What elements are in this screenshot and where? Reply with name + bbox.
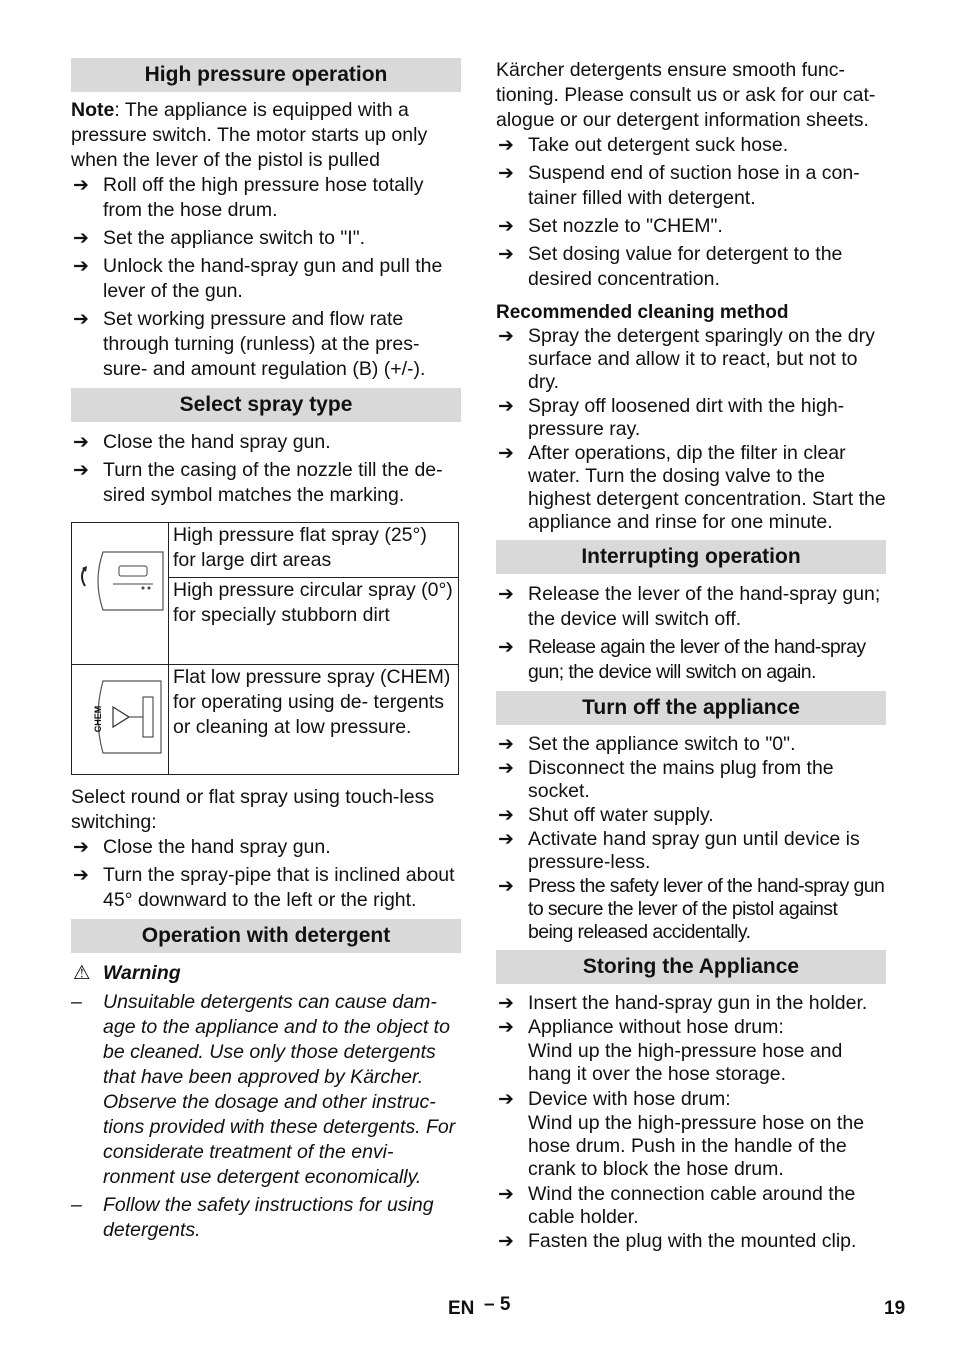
list-item (496, 992, 886, 1015)
list-item (71, 173, 461, 223)
chem-label: CHEM (93, 705, 103, 732)
footer-page-label: – 5 (484, 1294, 511, 1315)
warning-title (71, 961, 461, 986)
detergent-intro: Kärcher detergents ensure smooth func- tioning. Please consult us or ask for our cat- alogue or our detergent information sheets. (496, 59, 876, 131)
right-arrow-icon: ➔ (498, 396, 514, 417)
warning-list (71, 990, 461, 1243)
right-arrow-icon: ➔ (73, 309, 89, 330)
list-item (496, 733, 886, 756)
right-arrow-icon: ➔ (498, 876, 514, 897)
step-text: Suspend end of suction hose in a con- tainer filled with detergent. (528, 162, 860, 209)
dash-bullet: – (71, 1194, 82, 1216)
storing-step3-detail: Wind up the high-pressure hose on the hose drum. Push in the handle of the crank to block the hose drum. (528, 1112, 865, 1180)
step-text: Fasten the plug with the mounted clip. (528, 1230, 857, 1252)
list-item (496, 757, 886, 803)
footer-language: EN (448, 1298, 475, 1319)
list-item (496, 1016, 886, 1039)
note-text: : The appliance is equipped with a pressure switch. The motor starts up only when the lever of the pistol is pulled (71, 99, 428, 171)
warning-triangle-icon: ⚠ (73, 962, 91, 984)
right-arrow-icon: ➔ (498, 1231, 514, 1252)
page-footer (0, 1296, 954, 1326)
nozzle-high-pressure-image (72, 523, 169, 665)
right-arrow-icon: ➔ (498, 637, 514, 658)
heading-interrupting-operation: Interrupting operation (496, 540, 886, 574)
spray-switch-steps (71, 835, 461, 913)
list-item (71, 458, 461, 508)
list-item (496, 635, 886, 685)
warning-text: Unsuitable detergents can cause dam- age to the appliance and to the object to be cleaned. Use only those detergents that have been approved by Kärcher. Observe the dosage and other instruc- tions provided with these detergents. For considerate treatment of the envi- ronment use detergent economically. (103, 991, 456, 1188)
right-arrow-icon: ➔ (498, 216, 514, 237)
nozzle-chem-image (72, 665, 169, 775)
list-item (496, 442, 886, 534)
step-text: Spray the detergent sparingly on the dry surface and allow it to react, but not to dry. (528, 325, 875, 393)
left-column (71, 58, 461, 1246)
right-arrow-icon: ➔ (498, 829, 514, 850)
step-text: Set working pressure and flow rate through turning (runless) at the pres- sure- and amount regulation (B) (+/-). (103, 308, 426, 380)
high-pressure-steps (71, 173, 461, 382)
step-text: Release again the lever of the hand-spray gun; the device will switch on again. (528, 636, 866, 683)
step-text: Close the hand spray gun. (103, 836, 331, 858)
recommended-method-heading: Recommended cleaning method (496, 302, 789, 323)
right-arrow-icon: ➔ (498, 1089, 514, 1110)
heading-storing-appliance: Storing the Appliance (496, 950, 886, 984)
step-text: Set the appliance switch to "I". (103, 227, 366, 249)
step-text: Set the appliance switch to "0". (528, 733, 796, 755)
step-text: Turn the casing of the nozzle till the de- sired symbol matches the marking. (103, 459, 443, 506)
spray-row-circular: High pressure circular spray (0°) for specially stubborn dirt (169, 578, 459, 665)
dash-bullet: – (71, 991, 82, 1013)
step-text: Set nozzle to "CHEM". (528, 215, 723, 237)
step-text: Wind the connection cable around the cable holder. (528, 1183, 856, 1228)
list-item (71, 307, 461, 382)
method-steps (496, 325, 886, 534)
list-item (71, 226, 461, 251)
detergent-steps (496, 133, 886, 292)
list-item (71, 254, 461, 304)
step-text: Disconnect the mains plug from the socket. (528, 757, 834, 802)
step-text: After operations, dip the filter in clear water. Turn the dosing valve to the highest detergent concentration. Start the appliance and rinse for one minute. (528, 442, 886, 533)
step-text: Turn the spray-pipe that is inclined about 45° downward to the left or the right. (103, 864, 455, 911)
step-text: Press the safety lever of the hand-spray gun to secure the lever of the pistol against being released accidentally. (528, 875, 885, 943)
heading-select-spray-type: Select spray type (71, 388, 461, 422)
storing-steps-2 (496, 1088, 886, 1111)
right-arrow-icon: ➔ (73, 256, 89, 277)
list-item (496, 804, 886, 827)
heading-operation-with-detergent: Operation with detergent (71, 919, 461, 953)
list-item (496, 325, 886, 394)
spray-row-flat: High pressure flat spray (25°) for large dirt areas (169, 523, 459, 578)
right-arrow-icon: ➔ (498, 244, 514, 265)
right-arrow-icon: ➔ (498, 326, 514, 347)
spray-type-steps (71, 430, 461, 508)
right-column (496, 58, 886, 1254)
note-label: Note (71, 99, 115, 121)
step-text: Activate hand spray gun until device is pressure-less. (528, 828, 860, 873)
heading-high-pressure-operation: High pressure operation (71, 58, 461, 92)
right-arrow-icon: ➔ (498, 805, 514, 826)
right-arrow-icon: ➔ (498, 1017, 514, 1038)
right-arrow-icon: ➔ (73, 837, 89, 858)
list-item (496, 1088, 886, 1111)
step-text: Device with hose drum: (528, 1088, 731, 1110)
note-paragraph (71, 98, 461, 173)
list-item (496, 395, 886, 441)
list-item (496, 1183, 886, 1229)
warning-label: Warning (103, 962, 181, 984)
right-arrow-icon: ➔ (73, 460, 89, 481)
list-item (496, 133, 886, 158)
list-item (71, 430, 461, 455)
turn-off-steps (496, 733, 886, 944)
interrupting-steps (496, 582, 886, 685)
select-spray-text: Select round or flat spray using touch-less switching: (71, 786, 435, 833)
right-arrow-icon: ➔ (498, 993, 514, 1014)
right-arrow-icon: ➔ (73, 175, 89, 196)
list-item (496, 1230, 886, 1253)
right-arrow-icon: ➔ (498, 758, 514, 779)
step-text: Unlock the hand-spray gun and pull the lever of the gun. (103, 255, 443, 302)
warning-text: Follow the safety instructions for using detergents. (103, 1194, 434, 1241)
nozzle-rotate-icon (73, 546, 167, 636)
page-number: 19 (884, 1298, 906, 1319)
list-item (496, 875, 886, 944)
right-arrow-icon: ➔ (73, 432, 89, 453)
right-arrow-icon: ➔ (498, 584, 514, 605)
list-item (496, 161, 886, 211)
right-arrow-icon: ➔ (498, 163, 514, 184)
spray-row-chem: Flat low pressure spray (CHEM) for operating using de- tergents or cleaning at low pressure. (169, 665, 459, 775)
step-text: Close the hand spray gun. (103, 431, 331, 453)
step-text: Insert the hand-spray gun in the holder. (528, 992, 868, 1014)
step-text: Spray off loosened dirt with the high- pressure ray. (528, 395, 845, 440)
list-item (496, 214, 886, 239)
right-arrow-icon: ➔ (498, 734, 514, 755)
list-item (496, 582, 886, 632)
list-item (71, 863, 461, 913)
list-item (496, 828, 886, 874)
list-item (71, 1193, 461, 1243)
right-arrow-icon: ➔ (498, 135, 514, 156)
storing-steps (496, 992, 886, 1039)
storing-steps-3 (496, 1183, 886, 1253)
step-text: Roll off the high pressure hose totally from the hose drum. (103, 174, 424, 221)
storing-step2-detail: Wind up the high-pressure hose and hang it over the hose storage. (528, 1040, 843, 1085)
step-text: Set dosing value for detergent to the desired concentration. (528, 243, 843, 290)
right-arrow-icon: ➔ (73, 228, 89, 249)
step-text: Shut off water supply. (528, 804, 714, 826)
list-item (71, 990, 461, 1190)
right-arrow-icon: ➔ (498, 1184, 514, 1205)
step-text: Take out detergent suck hose. (528, 134, 789, 156)
list-item (496, 242, 886, 292)
heading-turn-off-appliance: Turn off the appliance (496, 691, 886, 725)
right-arrow-icon: ➔ (73, 865, 89, 886)
step-text: Release the lever of the hand-spray gun; the device will switch off. (528, 583, 881, 630)
step-text: Appliance without hose drum: (528, 1016, 784, 1038)
chem-nozzle-icon (73, 667, 167, 767)
right-arrow-icon: ➔ (498, 443, 514, 464)
spray-type-table (71, 522, 459, 775)
list-item (71, 835, 461, 860)
